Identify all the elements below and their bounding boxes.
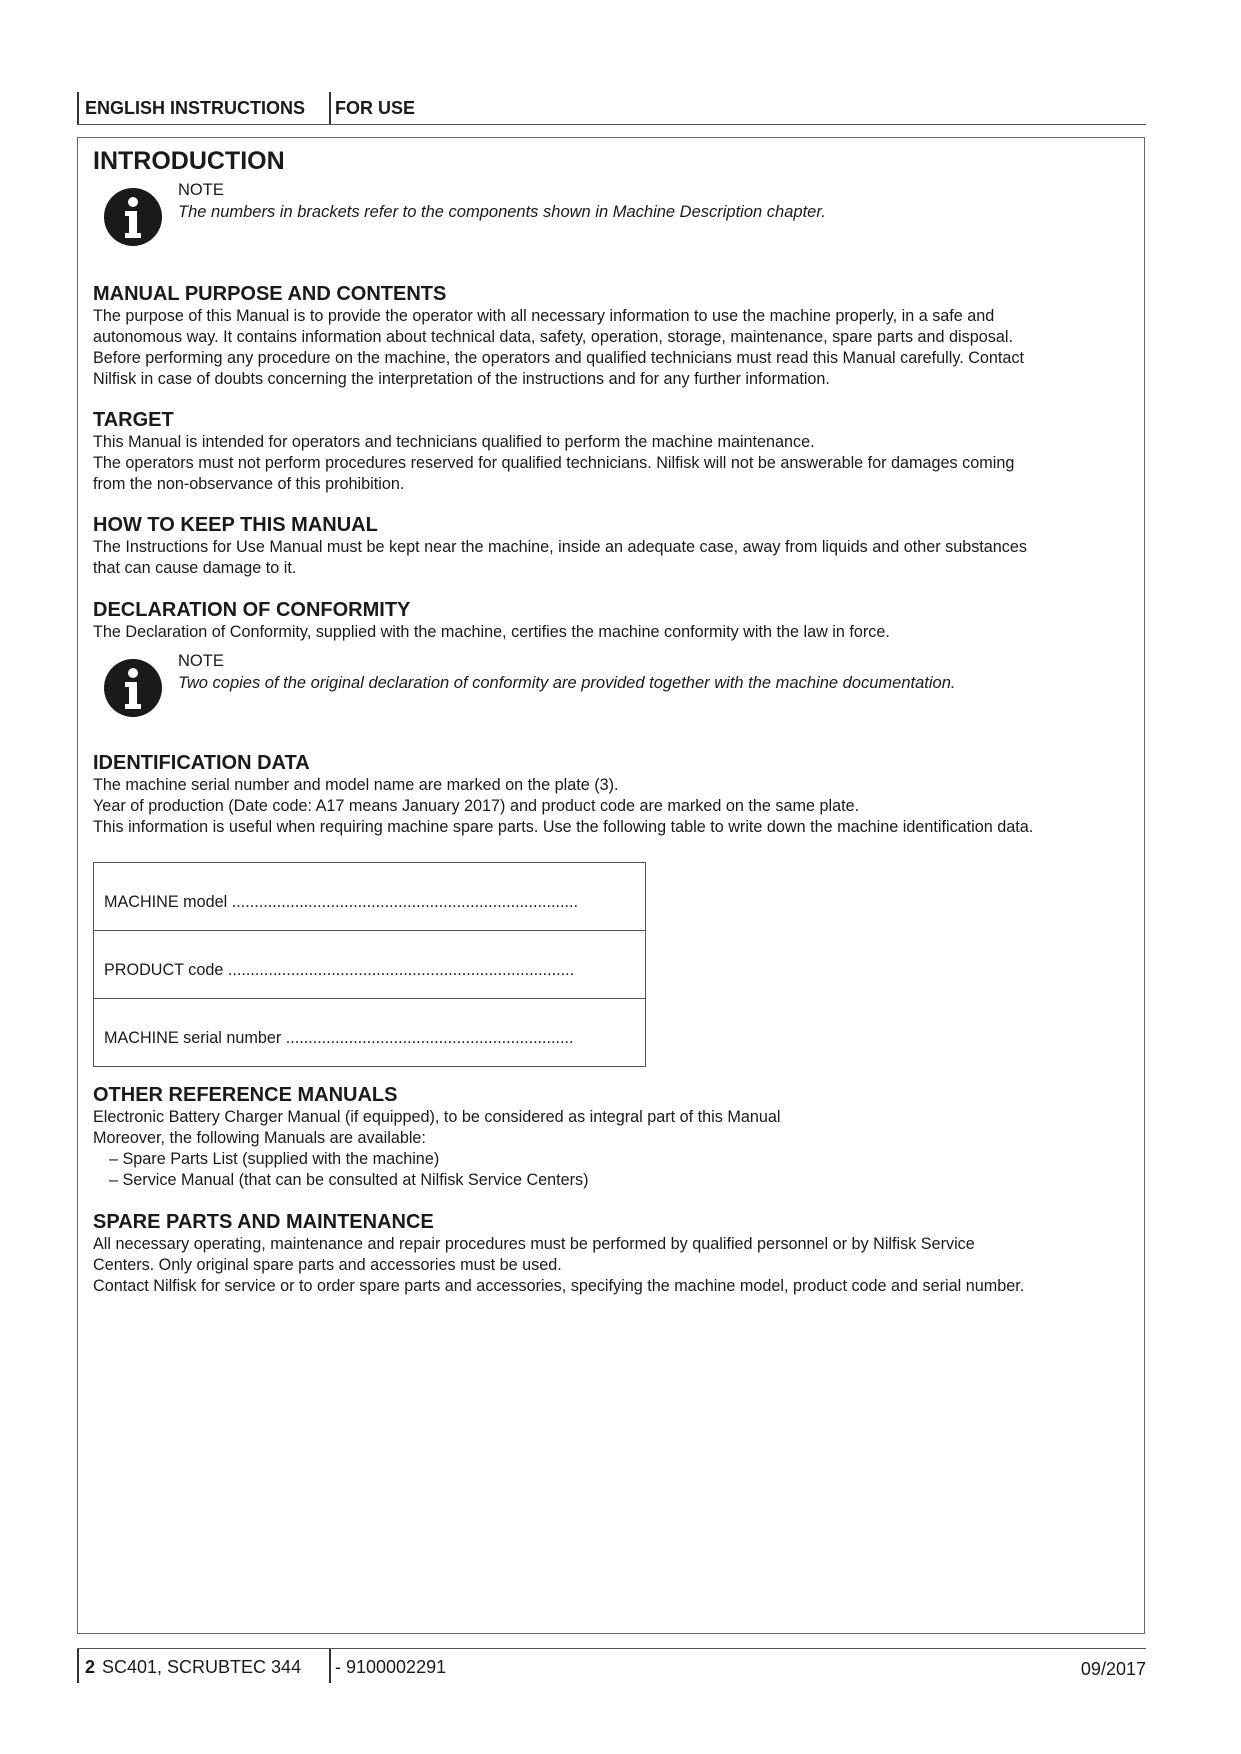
footer-model: SC401, SCRUBTEC 344: [102, 1657, 302, 1677]
section-declaration-of-conformity: [93, 599, 1133, 643]
paragraph-line: Moreover, the following Manuals are available:: [93, 1129, 426, 1147]
paragraph-line: Electronic Battery Charger Manual (if equipped), to be considered as integral part of this Manual: [93, 1108, 781, 1126]
section-title: SPARE PARTS AND MAINTENANCE: [93, 1211, 434, 1233]
paragraph-line: The purpose of this Manual is to provide the operator with all necessary information to use the machine properly, in a safe and: [93, 307, 995, 325]
footer-divider: [77, 1649, 79, 1683]
info-icon: [103, 658, 163, 718]
manuals-list: [93, 1149, 1133, 1191]
table-row: [94, 863, 645, 931]
list-item: – Service Manual (that can be consulted at Nilfisk Service Centers): [109, 1171, 589, 1189]
section-how-to-keep: [93, 514, 1133, 579]
page-footer: [77, 1648, 1146, 1689]
section-title: OTHER REFERENCE MANUALS: [93, 1084, 398, 1106]
paragraph-line: The Instructions for Use Manual must be kept near the machine, inside an adequate case, away from liquids and other substances: [93, 538, 1027, 556]
info-icon: [103, 187, 163, 247]
note-text: Two copies of the original declaration of conformity are provided together with the machine documentation.: [178, 674, 956, 692]
paragraph-line: Year of production (Date code: A17 means January 2017) and product code are marked on the same plate.: [93, 797, 860, 815]
footer-date: 09/2017: [1080, 1659, 1146, 1679]
section-manual-purpose: [93, 283, 1133, 390]
section-title: IDENTIFICATION DATA: [93, 752, 310, 774]
paragraph-line: Contact Nilfisk for service or to order spare parts and accessories, specifying the machine model, product code and serial number.: [93, 1277, 1025, 1295]
paragraph-line: All necessary operating, maintenance and repair procedures must be performed by qualified personnel or by Nilfisk Service: [93, 1235, 975, 1253]
paragraph-line: from the non-observance of this prohibition.: [93, 475, 405, 493]
section-spare-parts-and-maintenance: [93, 1211, 1133, 1297]
page-header: [77, 92, 1146, 125]
identification-table: [93, 862, 646, 1067]
table-row: [94, 999, 645, 1066]
note-text: The numbers in brackets refer to the components shown in Machine Description chapter.: [178, 203, 826, 221]
section-target: [93, 409, 1133, 495]
footer-divider: [329, 1649, 331, 1683]
note-label: NOTE: [178, 181, 224, 199]
paragraph-line: Nilfisk in case of doubts concerning the interpretation of the instructions and for any further information.: [93, 370, 830, 388]
introduction-note: [93, 181, 1093, 251]
header-divider: [329, 92, 331, 124]
conformity-note: [93, 652, 1093, 722]
paragraph-line: The Declaration of Conformity, supplied with the machine, certifies the machine conformity with the law in force.: [93, 623, 890, 641]
footer-document-code: - 9100002291: [335, 1657, 447, 1677]
paragraph-line: This information is useful when requiring machine spare parts. Use the following table to write down the machine identification data.: [93, 818, 1034, 836]
header-divider: [77, 92, 79, 124]
section-other-reference-manuals: [93, 1084, 1133, 1191]
product-code-field: PRODUCT code .............................................................................: [104, 961, 575, 979]
introduction-title: INTRODUCTION: [93, 147, 285, 175]
paragraph-line: Before performing any procedure on the machine, the operators and qualified technicians must read this Manual carefully. Contact: [93, 349, 1025, 367]
machine-model-field: MACHINE model .............................................................................: [104, 893, 579, 911]
header-language: ENGLISH INSTRUCTIONS: [85, 98, 306, 118]
section-title: HOW TO KEEP THIS MANUAL: [93, 514, 378, 536]
header-document-type: FOR USE: [335, 98, 416, 118]
section-title: MANUAL PURPOSE AND CONTENTS: [93, 283, 447, 305]
paragraph-line: that can cause damage to it.: [93, 559, 297, 577]
serial-number-field: MACHINE serial number ................................................................: [104, 1029, 574, 1047]
note-label: NOTE: [178, 652, 224, 670]
paragraph-line: Centers. Only original spare parts and accessories must be used.: [93, 1256, 562, 1274]
section-title: TARGET: [93, 409, 174, 431]
paragraph-line: The operators must not perform procedures reserved for qualified technicians. Nilfisk will not be answerable for damages coming: [93, 454, 1015, 472]
paragraph-line: The machine serial number and model name are marked on the plate (3).: [93, 776, 619, 794]
section-title: DECLARATION OF CONFORMITY: [93, 599, 411, 621]
list-item: – Spare Parts List (supplied with the machine): [109, 1150, 440, 1168]
paragraph-line: This Manual is intended for operators and technicians qualified to perform the machine maintenance.: [93, 433, 815, 451]
page-number: 2: [85, 1657, 96, 1677]
section-identification-data: [93, 752, 1133, 838]
table-row: [94, 931, 645, 999]
paragraph-line: autonomous way. It contains information about technical data, safety, operation, storage, maintenance, spare parts and disposal.: [93, 328, 1013, 346]
